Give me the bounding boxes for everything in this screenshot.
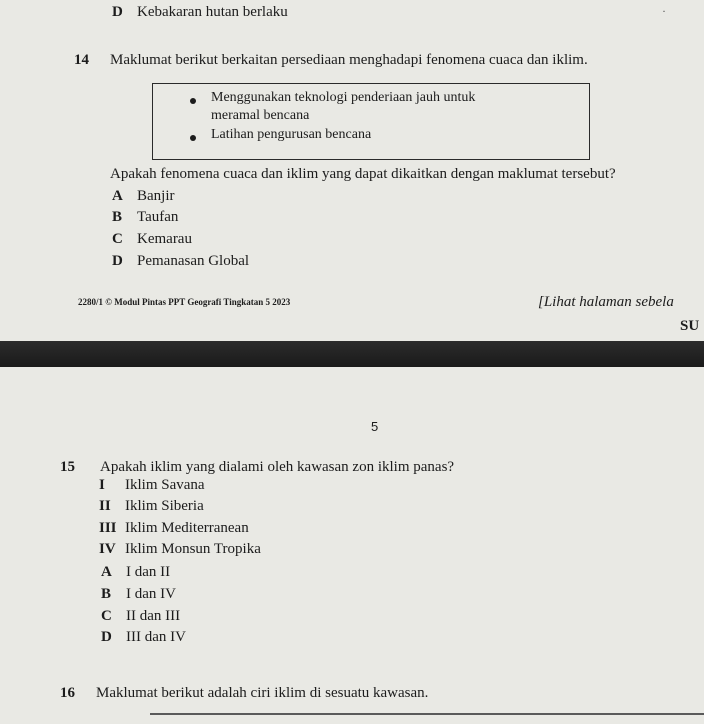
q16-number: 16: [60, 685, 75, 701]
q15-option-a-letter: A: [101, 564, 112, 580]
q14-option-d-text: Pemanasan Global: [137, 253, 250, 269]
bullet-icon: [190, 98, 196, 104]
q15-option-c-letter: C: [101, 608, 112, 624]
q15-statement-1-text: Iklim Savana: [125, 477, 205, 493]
q14-box-item-2: Latihan pengurusan bencana: [211, 127, 372, 142]
bullet-icon: [190, 135, 196, 141]
q15-option-a-text: I dan II: [126, 564, 171, 580]
q15-option-b-text: I dan IV: [126, 586, 176, 602]
q13-option-d-text: Kebakaran hutan berlaku: [137, 4, 288, 20]
q15-statement-4-text: Iklim Monsun Tropika: [125, 541, 261, 557]
q14-box-item-1-line1: Menggunakan teknologi penderiaan jauh untuk: [211, 90, 476, 105]
q14-option-a-letter: A: [112, 188, 123, 204]
q15-statement-3-roman: III: [99, 520, 117, 536]
q14-option-d-letter: D: [112, 253, 123, 269]
q15-option-d-text: III dan IV: [126, 629, 186, 645]
q14-option-c-text: Kemarau: [137, 231, 192, 247]
q14-option-b-letter: B: [112, 209, 123, 225]
q14-question: Apakah fenomena cuaca dan iklim yang dapat dikaitkan dengan maklumat tersebut?: [110, 166, 616, 182]
corner-mark: ·: [662, 4, 666, 18]
q16-stem: Maklumat berikut adalah ciri iklim di sesuatu kawasan.: [96, 685, 429, 701]
q15-statement-1-roman: I: [99, 477, 105, 493]
q14-stem: Maklumat berikut berkaitan persediaan menghadapi fenomena cuaca dan iklim.: [110, 52, 588, 68]
q15-stem: Apakah iklim yang dialami oleh kawasan zon iklim panas?: [100, 459, 455, 475]
q15-statement-2-roman: II: [99, 498, 111, 514]
q14-option-a-text: Banjir: [137, 188, 175, 204]
q15-option-c-text: II dan III: [126, 608, 181, 624]
page-number: 5: [371, 419, 379, 434]
q15-statement-2-text: Iklim Siberia: [125, 498, 204, 514]
q14-option-b-text: Taufan: [137, 209, 179, 225]
footer-next-page: [Lihat halaman sebela: [538, 294, 674, 310]
footer-su: SU: [680, 318, 700, 334]
q15-number: 15: [60, 459, 75, 475]
q15-option-b-letter: B: [101, 586, 112, 602]
page-separator: [0, 341, 704, 367]
q16-box-top-edge: [150, 713, 704, 715]
q14-number: 14: [74, 52, 89, 68]
q14-box-item-1-line2: meramal bencana: [211, 108, 310, 123]
q15-option-d-letter: D: [101, 629, 112, 645]
footer-copyright: 2280/1 © Modul Pintas PPT Geografi Tingkatan 5 2023: [78, 297, 291, 307]
q14-option-c-letter: C: [112, 231, 123, 247]
q15-statement-4-roman: IV: [99, 541, 116, 557]
q15-statement-3-text: Iklim Mediterranean: [125, 520, 249, 536]
q13-option-d-letter: D: [112, 4, 123, 20]
